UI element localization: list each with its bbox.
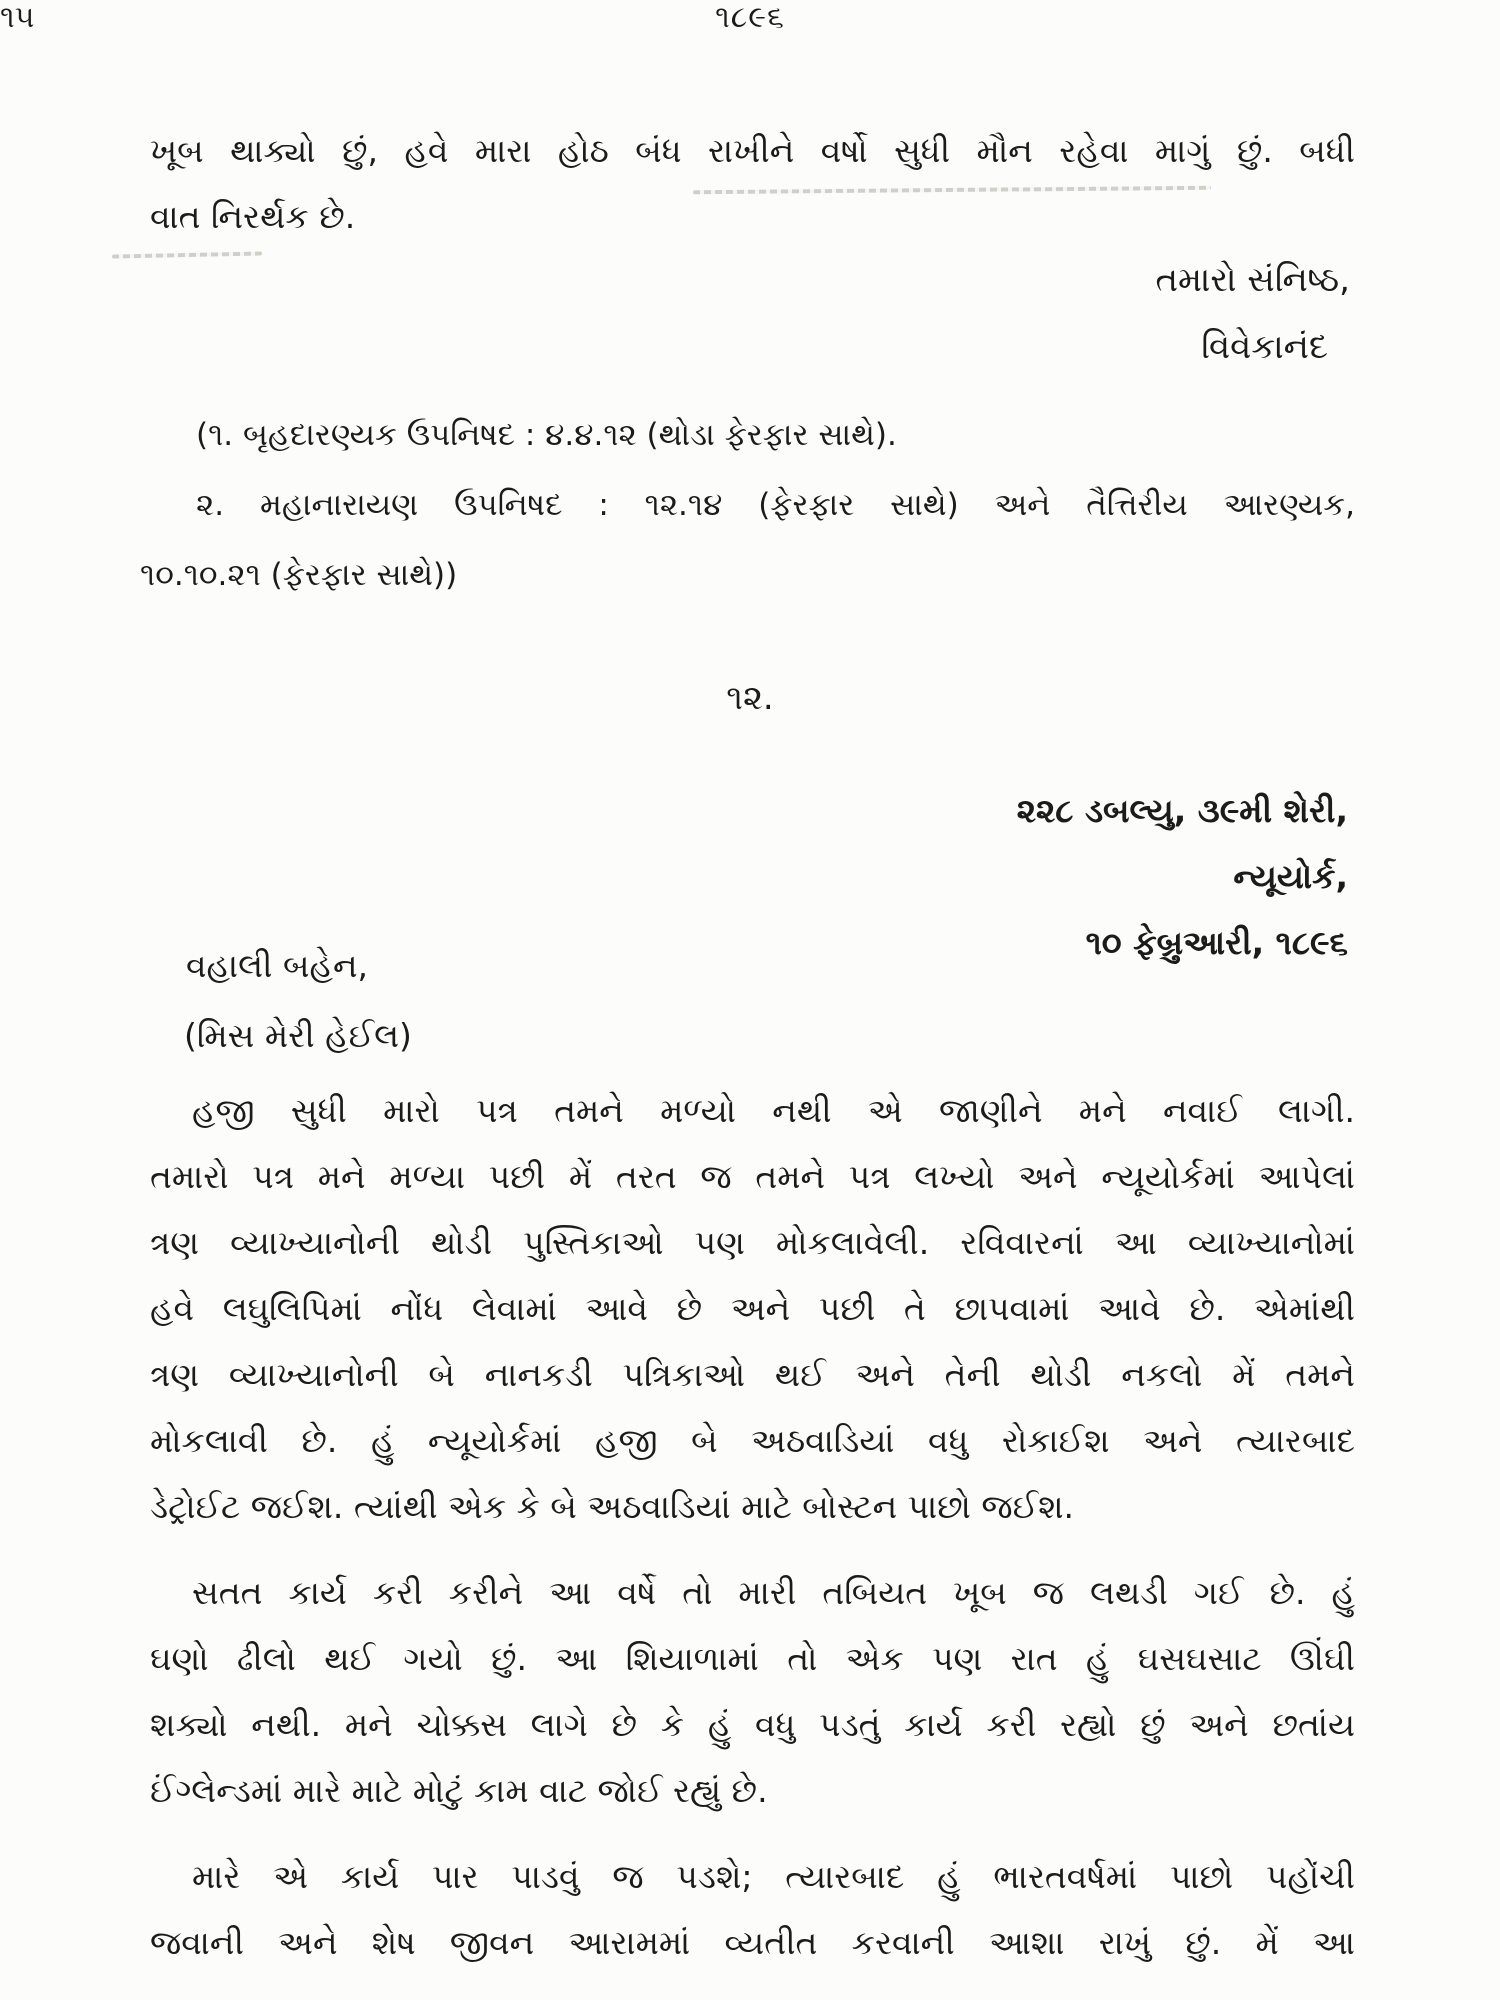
text-line: ઘણો ઢીલો થઈ ગયો છું. આ શિયાળામાં તો એક પણ રાત હું ઘસઘસાટ ઊંઘી (150, 1639, 1355, 1678)
letter-date: ૧૦ ફેબ્રુઆરી, ૧૮૯૬ (1085, 923, 1348, 962)
text-line: ખૂબ થાક્યો છું, હવે મારા હોઠ બંધ રાખીને વર્ષો સુધી મૌન રહેવા માગું છું. બધી (150, 131, 1355, 170)
footnote-line: ૨. મહાનારાયણ ઉપનિષદ : ૧૨.૧૪ (ફેરફાર સાથે) અને તૈત્તિરીય આરણ્યક, (196, 487, 1355, 523)
running-head-year: ૧૮૯૬ (715, 0, 785, 35)
letter-recipient: (મિસ મેરી હેઈલ) (184, 1016, 412, 1055)
previous-letter-closing (150, 118, 1355, 250)
text-line: ઈંગ્લેન્ડમાં મારે માટે મોટું કામ વાટ જોઈ રહ્યું છે. (150, 1771, 768, 1810)
text-line: હવે લઘુલિપિમાં નોંધ લેવામાં આવે છે અને પછી તે છાપવામાં આવે છે. એમાંથી (150, 1289, 1355, 1328)
footnote-line: (૧. બૃહદારણ્યક ઉપનિષદ : ૪.૪.૧૨ (થોડા ફેરફાર સાથે). (196, 417, 897, 453)
letter-address-block (1017, 778, 1348, 976)
text-line: ત્રણ વ્યાખ્યાનોની થોડી પુસ્તિકાઓ પણ મોકલાવેલી. રવિવારનાં આ વ્યાખ્યાનોમાં (150, 1223, 1355, 1262)
paragraph (150, 1560, 1355, 1824)
pencil-underline-mark (112, 251, 262, 258)
letter-salutation: વહાલી બહેન, (186, 946, 369, 985)
text-line: જવાની અને શેષ જીવન આરામમાં વ્યતીત કરવાની આશા રાખું છું. મેં આ (150, 1923, 1355, 1962)
text-line: હજી સુધી મારો પત્ર તમને મળ્યો નથી એ જાણીને મને નવાઈ લાગી. (192, 1091, 1355, 1130)
address-line: ન્યૂયોર્ક, (1233, 857, 1348, 896)
paragraph (150, 1078, 1355, 1540)
text-line: મોકલાવી છે. હું ન્યૂયોર્કમાં હજી બે અઠવાડિયાં વધુ રોકાઈશ અને ત્યારબાદ (150, 1421, 1355, 1460)
footnote-line: ૧૦.૧૦.૨૧ (ફેરફાર સાથે)) (140, 557, 458, 593)
text-line: શક્યો નથી. મને ચોક્કસ લાગે છે કે હું વધુ પડતું કાર્ય કરી રહ્યો છું અને છતાંય (150, 1705, 1355, 1744)
footnotes (140, 400, 1355, 610)
address-line: ૨૨૮ ડબલ્યુ, ૩૯મી શેરી, (1016, 791, 1348, 830)
paragraph (150, 1844, 1355, 1976)
letter-body (150, 1078, 1355, 1996)
page-number: ૧૫ (0, 0, 35, 35)
letter-signature: વિવેકાનંદ (1201, 327, 1328, 367)
letter-signoff: તમારો સંનિષ્ઠ, (1155, 260, 1350, 300)
text-line: ત્રણ વ્યાખ્યાનોની બે નાનકડી પત્રિકાઓ થઈ અને તેની થોડી નકલો મેં તમને (150, 1355, 1355, 1394)
text-line: વાત નિરર્થક છે. (150, 197, 356, 236)
text-line: સતત કાર્ય કરી કરીને આ વર્ષે તો મારી તબિયત ખૂબ જ લથડી ગઈ છે. હું (192, 1573, 1355, 1612)
text-line: તમારો પત્ર મને મળ્યા પછી મેં તરત જ તમને પત્ર લખ્યો અને ન્યૂયોર્કમાં આપેલાં (150, 1157, 1355, 1196)
text-line: ડેટ્રોઈટ જઈશ. ત્યાંથી એક કે બે અઠવાડિયાં માટે બોસ્ટન પાછો જઈશ. (150, 1487, 1075, 1526)
letter-number-heading: ૧૨. (726, 678, 774, 718)
text-line: મારે એ કાર્ય પાર પાડવું જ પડશે; ત્યારબાદ હું ભારતવર્ષમાં પાછો પહોંચી (192, 1857, 1355, 1896)
